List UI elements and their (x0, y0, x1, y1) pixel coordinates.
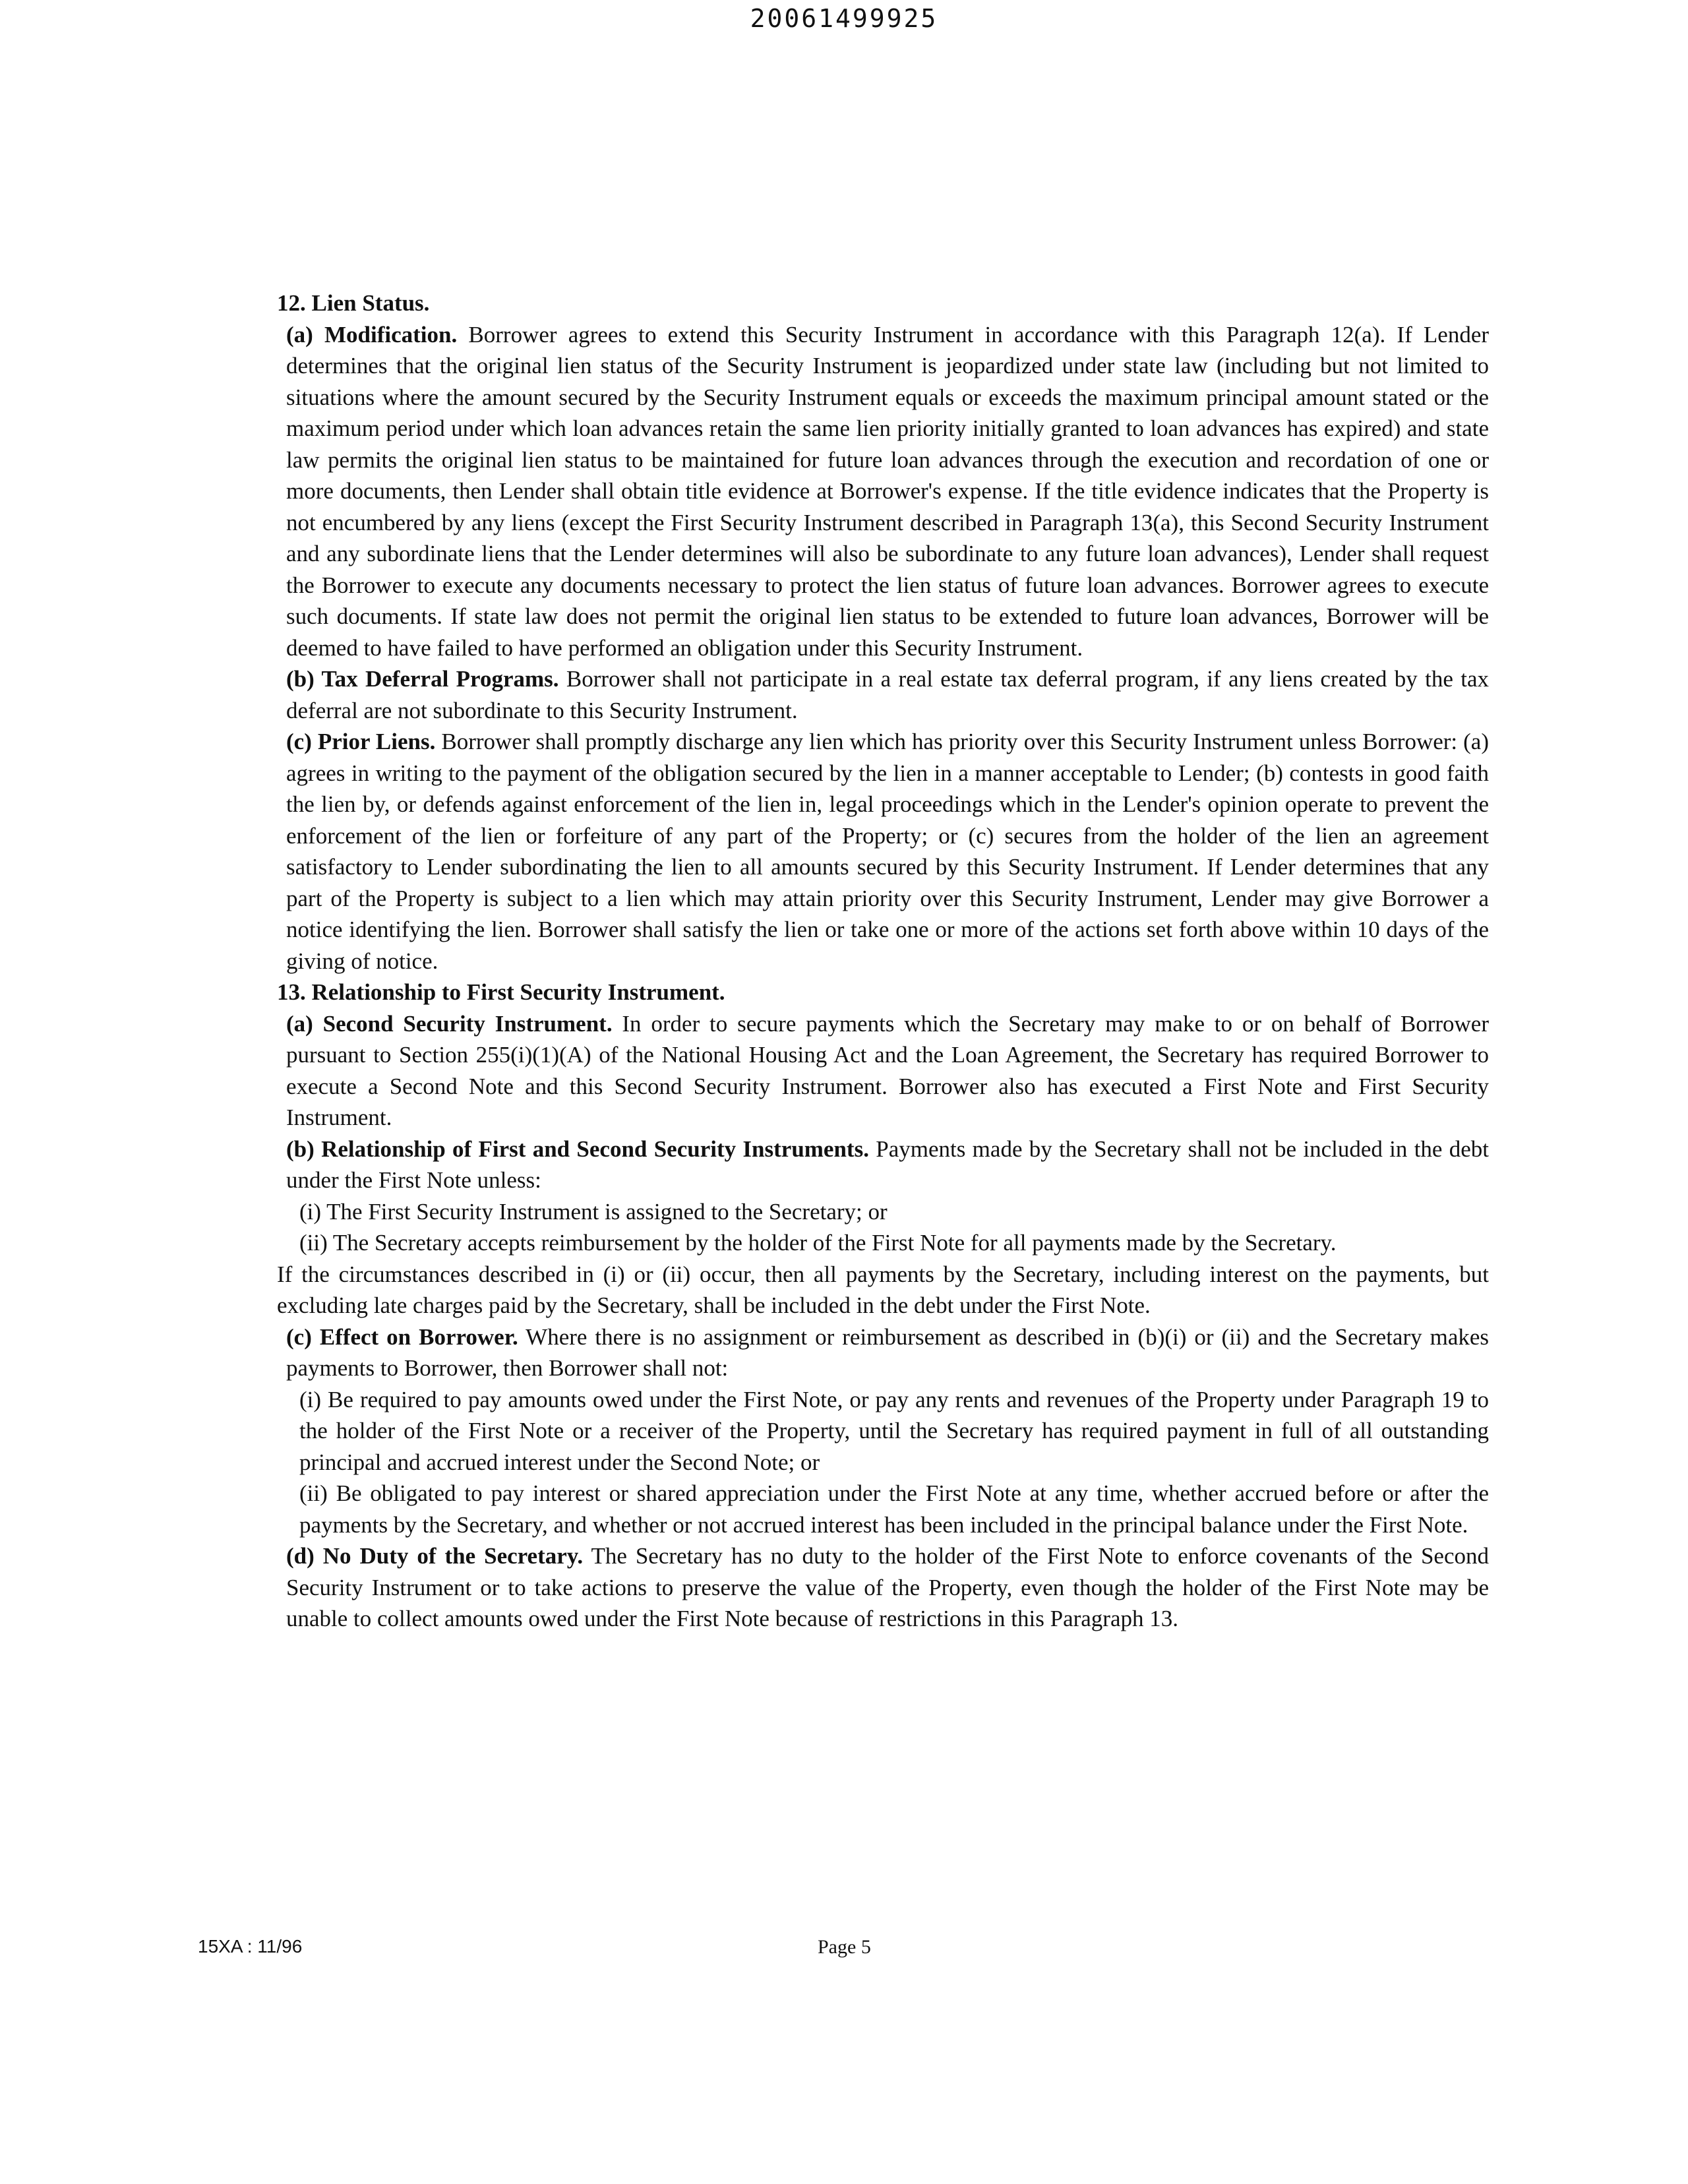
section-13-title: 13. Relationship to First Security Instrument. (277, 979, 725, 1005)
section-13a-text: In order to secure payments which the Secretary may make to or on behalf of Borrower pursuant to Section 255(i)(1)(A) of the National Housing Act and the Loan Agreement, the Secretary has required Borrower to execute a Second Note and this Second Security Instrument. Borrower also has executed a First Note and First Security Instrument. (286, 1010, 1489, 1130)
section-12a-text: Borrower agrees to extend this Security Instrument in accordance with this Paragraph 12(a). If Lender determines that the original lien status of the Security Instrument is jeopardized under state law (including but not limited to situations where the amount secured by the Security Instrument equals or exceeds the maximum principal amount stated or the maximum period under which loan advances retain the same lien priority initially granted to loan advances has expired) and state law permits the original lien status to be maintained for future loan advances through the execution and recordation of one or more documents, then Lender shall obtain title evidence at Borrower's expense. If the title evidence indicates that the Property is not encumbered by any liens (except the First Security Instrument described in Paragraph 13(a), this Second Security Instrument and any subordinate liens that the Lender determines will also be subordinate to any future loan advances), Lender shall request the Borrower to execute any documents necessary to protect the lien status of future loan advances. Borrower agrees to execute such documents. If state law does not permit the original lien status to be extended to future loan advances, Borrower will be deemed to have failed to have performed an obligation under this Security Instrument. (286, 321, 1490, 661)
section-12c-text: Borrower shall promptly discharge any lien which has priority over this Security Instrument unless Borrower: (a) agrees in writing to the payment of the obligation secured by the lien in a manner acceptable to Lender; (b) contests in good faith the lien by, or defends against enforcement of the lien in, legal proceedings which in the Lender's opinion operate to prevent the enforcement of the lien or forfeiture of any part of the Property; or (c) secures from the holder of the lien an agreement satisfactory to Lender subordinating the lien to all amounts secured by this Security Instrument. If Lender determines that any part of the Property is subject to a lien which may attain priority over this Security Instrument, Lender may give Borrower a notice identifying the lien. Borrower shall satisfy the lien or take one or more of the actions set forth above within 10 days of the giving of notice. (286, 729, 1489, 974)
form-code: 15XA : 11/96 (198, 1936, 303, 1957)
section-12a-heading: (a) Modification. (286, 321, 458, 348)
section-13b-paragraph (277, 1134, 1489, 1196)
section-13c-paragraph (277, 1321, 1489, 1384)
page-number: Page 5 (818, 1936, 871, 1958)
document-body (277, 288, 1489, 1635)
section-13a-heading: (a) Second Security Instrument. (286, 1010, 613, 1037)
section-13d-text: The Secretary has no duty to the holder of the First Note to enforce covenants of the Second Security Instrument or to take actions to preserve the value of the Property, even though the holder of the First Note may be unable to collect amounts owed under the First Note because of restrictions in this Paragraph 13. (286, 1543, 1489, 1631)
section-13b-item-i: (i) The First Security Instrument is assigned to the Secretary; or (299, 1198, 888, 1225)
section-12-title: 12. Lien Status. (277, 290, 430, 316)
section-13a-paragraph (277, 1008, 1489, 1134)
section-13c-item-ii: (ii) Be obligated to pay interest or shared appreciation under the First Note at any time, whether accrued before or after the payments by the Secretary, and whether or not accrued interest has been included in the principal balance under the First Note. (299, 1480, 1489, 1538)
section-12c-heading: (c) Prior Liens. (286, 729, 436, 754)
section-12a-paragraph (277, 319, 1489, 664)
section-13c-heading: (c) Effect on Borrower. (286, 1323, 518, 1350)
section-13c-text: Where there is no assignment or reimbursement as described in (b)(i) or (ii) and the Secretary makes payments to Borrower, then Borrower shall not: (286, 1323, 1490, 1381)
section-12b-paragraph (277, 663, 1489, 726)
section-13b-after-text: If the circumstances described in (i) or (ii) occur, then all payments by the Secretary, including interest on the payments, but excluding late charges paid by the Secretary, shall be included in the debt under the First Note. (277, 1261, 1489, 1318)
section-12b-text: Borrower shall not participate in a real estate tax deferral program, if any liens created by the tax deferral are not subordinate to this Security Instrument. (286, 666, 1490, 723)
section-13d-heading: (d) No Duty of the Secretary. (286, 1543, 584, 1569)
document-number: 20061499925 (750, 4, 938, 33)
section-13c-item-i: (i) Be required to pay amounts owed under the First Note, or pay any rents and revenues of the Property under Paragraph 19 to the holder of the First Note or a receiver of the Property, until the Secretary has required payment in full of all outstanding principal and accrued interest under the Second Note; or (299, 1386, 1489, 1475)
section-13d-paragraph (277, 1540, 1489, 1635)
section-12c-paragraph (277, 726, 1489, 977)
section-13b-item-ii: (ii) The Secretary accepts reimbursement by the holder of the First Note for all payments made by the Secretary. (299, 1230, 1337, 1256)
section-13b-heading: (b) Relationship of First and Second Security Instruments. (286, 1136, 869, 1162)
section-13b-text: Payments made by the Secretary shall not be included in the debt under the First Note unless: (286, 1136, 1490, 1193)
section-12b-heading: (b) Tax Deferral Programs. (286, 666, 559, 692)
